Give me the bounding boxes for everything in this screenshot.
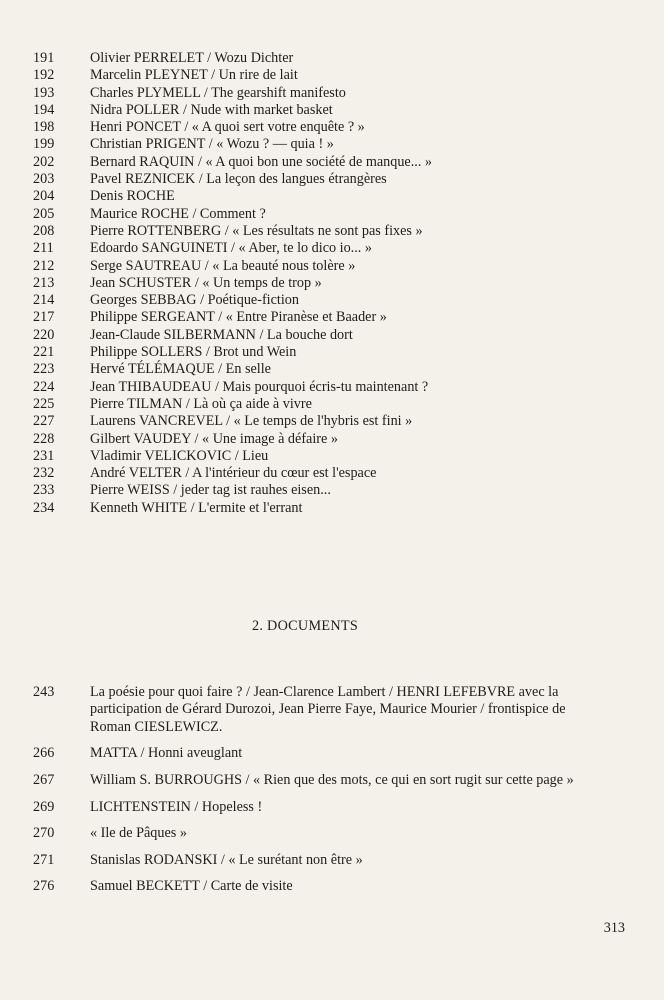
documents-list: [0, 684, 664, 905]
entry-page-number: 212: [33, 257, 55, 274]
entry-text: Marcelin PLEYNET / Un rire de lait: [90, 67, 298, 84]
toc-entry: [0, 482, 664, 499]
entry-page-number: 276: [33, 878, 55, 895]
entry-page-number: 271: [33, 851, 55, 868]
toc-entry: [0, 188, 664, 205]
entry-text: Samuel BECKETT / Carte de visite: [90, 878, 293, 895]
entry-page-number: 199: [33, 136, 55, 153]
entry-page-number: 193: [33, 84, 55, 101]
entry-page-number: 217: [33, 309, 55, 326]
toc-entry: [0, 500, 664, 517]
section-heading: 2. DOCUMENTS: [251, 618, 359, 634]
contents-list: [0, 50, 664, 517]
toc-entry: [0, 240, 664, 257]
toc-entry: [0, 431, 664, 448]
toc-entry: [0, 361, 664, 378]
entry-page-number: 205: [33, 205, 55, 222]
entry-page-number: 202: [33, 153, 55, 170]
entry-text: « Ile de Pâques »: [90, 825, 187, 842]
entry-text: Vladimir VELICKOVIC / Lieu: [90, 447, 269, 464]
entry-page-number: 224: [33, 378, 55, 395]
entry-text: Maurice ROCHE / Comment ?: [90, 205, 266, 222]
toc-entry: [0, 344, 664, 361]
toc-entry: [0, 413, 664, 430]
entry-page-number: 267: [33, 772, 55, 788]
entry-page-number: 243: [33, 684, 55, 700]
document-entry: [0, 852, 664, 869]
toc-entry: [0, 448, 664, 465]
entry-page-number: 266: [33, 745, 55, 762]
entry-page-number: 198: [33, 119, 55, 136]
toc-entry: [0, 102, 664, 119]
entry-page-number: 232: [33, 465, 55, 482]
document-entry: [0, 772, 664, 789]
entry-text: Stanislas RODANSKI / « Le surétant non être »: [90, 851, 363, 868]
entry-text: Jean THIBAUDEAU / Mais pourquoi écris-tu maintenant ?: [90, 378, 429, 395]
entry-text: Edoardo SANGUINETI / « Aber, te lo dico io... »: [90, 240, 372, 257]
entry-page-number: 213: [33, 274, 55, 291]
document-entry: [0, 799, 664, 816]
entry-page-number: 194: [33, 101, 55, 118]
entry-text: Denis ROCHE: [90, 188, 175, 205]
toc-entry: [0, 327, 664, 344]
entry-page-number: 220: [33, 326, 55, 343]
entry-text: LICHTENSTEIN / Hopeless !: [90, 798, 263, 815]
entry-page-number: 204: [33, 188, 55, 205]
toc-entry: [0, 154, 664, 171]
toc-entry: [0, 275, 664, 292]
entry-text: Laurens VANCREVEL / « Le temps de l'hybris est fini »: [90, 413, 413, 430]
entry-page-number: 203: [33, 171, 55, 188]
toc-entry: [0, 292, 664, 309]
entry-page-number: 191: [33, 50, 55, 66]
entry-text: Serge SAUTREAU / « La beauté nous tolère »: [90, 257, 356, 274]
toc-entry: [0, 119, 664, 136]
entry-text: Philippe SERGEANT / « Entre Piranèse et Baader »: [90, 309, 387, 326]
entry-text: Hervé TÉLÉMAQUE / En selle: [90, 361, 271, 378]
entry-page-number: 214: [33, 292, 55, 309]
entry-text: Jean SCHUSTER / « Un temps de trop »: [90, 274, 322, 291]
entry-text: Pierre ROTTENBERG / « Les résultats ne sont pas fixes »: [90, 222, 423, 239]
entry-text: William S. BURROUGHS / « Rien que des mots, ce qui en sort rugit sur cette page »: [90, 772, 574, 788]
toc-entry: [0, 309, 664, 326]
entry-page-number: 192: [33, 67, 55, 84]
entry-text: MATTA / Honni aveuglant: [90, 745, 243, 762]
document-entry: [0, 745, 664, 762]
entry-text: Olivier PERRELET / Wozu Dichter: [90, 50, 294, 66]
page-number: 313: [603, 920, 625, 936]
entry-page-number: 208: [33, 222, 55, 239]
entry-page-number: 233: [33, 482, 55, 499]
entry-text: Charles PLYMELL / The gearshift manifesto: [90, 84, 346, 101]
document-entry: [0, 878, 664, 895]
entry-page-number: 221: [33, 344, 55, 361]
entry-page-number: 223: [33, 361, 55, 378]
entry-text: Georges SEBBAG / Poétique-fiction: [90, 292, 299, 309]
entry-page-number: 228: [33, 430, 55, 447]
entry-text: Christian PRIGENT / « Wozu ? — quia ! »: [90, 136, 334, 153]
entry-text: Gilbert VAUDEY / « Une image à défaire »: [90, 430, 338, 447]
toc-entry: [0, 136, 664, 153]
entry-page-number: 269: [33, 798, 55, 815]
entry-text: Pierre WEISS / jeder tag ist rauhes eisen...: [90, 482, 331, 499]
toc-entry: [0, 206, 664, 223]
entry-page-number: 270: [33, 825, 55, 842]
toc-entry: [0, 379, 664, 396]
entry-page-number: 225: [33, 395, 55, 412]
toc-entry: [0, 171, 664, 188]
entry-page-number: 211: [33, 240, 54, 257]
toc-entry: [0, 223, 664, 240]
entry-text: Philippe SOLLERS / Brot und Wein: [90, 344, 297, 361]
document-entry: [0, 684, 664, 736]
toc-entry: [0, 258, 664, 275]
entry-page-number: 227: [33, 413, 55, 430]
entry-text: Kenneth WHITE / L'ermite et l'errant: [90, 499, 303, 516]
entry-text: Pierre TILMAN / Là où ça aide à vivre: [90, 395, 312, 412]
toc-entry: [0, 396, 664, 413]
entry-text: Nidra POLLER / Nude with market basket: [90, 101, 333, 118]
toc-entry: [0, 67, 664, 84]
entry-text: Jean-Claude SILBERMANN / La bouche dort: [90, 326, 353, 343]
toc-entry: [0, 85, 664, 102]
entry-text: La poésie pour quoi faire ? / Jean-Clarence Lambert / HENRI LEFEBVRE avec la participation de Gérard Durozoi, Jean Pierre Faye, Maurice Mourier / frontispice de Roman CIESLEWICZ.: [90, 684, 566, 735]
entry-text: Pavel REZNICEK / La leçon des langues étrangères: [90, 171, 387, 188]
toc-entry: [0, 50, 664, 67]
document-entry: [0, 825, 664, 842]
entry-page-number: 234: [33, 499, 55, 516]
entry-text: Bernard RAQUIN / « A quoi bon une société de manque... »: [90, 153, 433, 170]
entry-page-number: 231: [33, 447, 55, 464]
entry-text: Henri PONCET / « A quoi sert votre enquête ? »: [90, 119, 365, 136]
entry-text: André VELTER / A l'intérieur du cœur est l'espace: [90, 465, 377, 482]
toc-entry: [0, 465, 664, 482]
